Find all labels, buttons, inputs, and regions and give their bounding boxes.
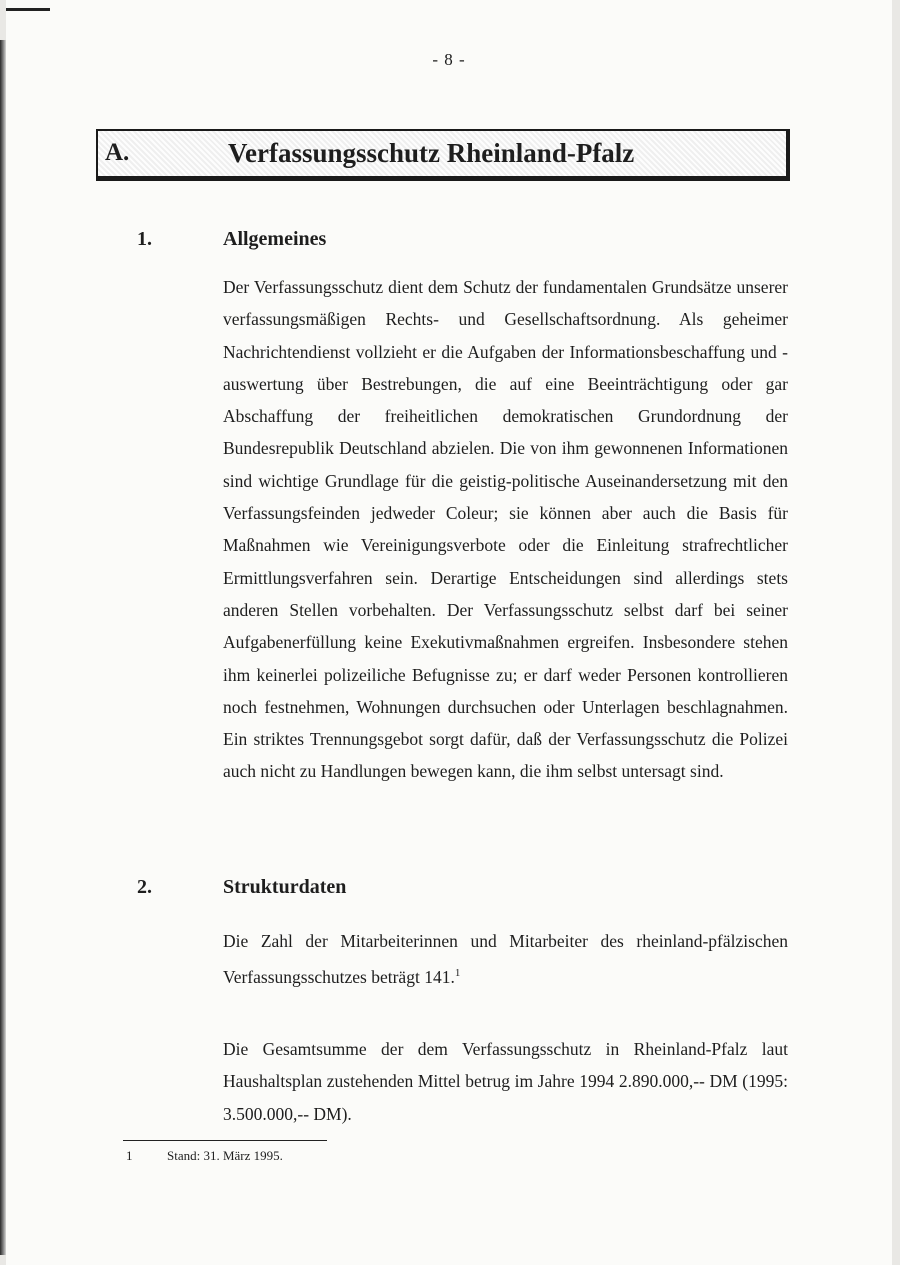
section-1-paragraph: Der Verfassungsschutz dient dem Schutz der fundamentalen Grundsätze unserer verfassungsmäßigen Rechts- und Gesellschaftsordnung. Als geheimer Nachrichtendienst vollzieht er die Aufgaben der Informationsbeschaffung und -auswertung über Bestrebungen, die auf eine Beeinträchtigung oder gar Abschaffung der freiheitlichen demokratischen Grundordnung der Bundesrepublik Deutschland abzielen. Die von ihm gewonnenen Informationen sind wichtige Grundlage für die geistig-politische Auseinandersetzung mit den Verfassungsfeinden jedweder Coleur; sie können aber auch die Basis für Maßnahmen wie Vereinigungsverbote oder die Einleitung strafrechtlicher Ermittlungsverfahren sein. Derartige Entscheidungen sind allerdings stets anderen Stellen vorbehalten. Der Verfassungsschutz selbst darf bei seiner Aufgabenerfüllung keine Exekutivmaßnahmen ergreifen. Insbesondere stehen ihm keinerlei polizeiliche Befugnisse zu; er darf weder Personen kontrollieren noch festnehmen, Wohnungen durchsuchen oder Unterlagen beschlagnahmen. Ein striktes Trennungsgebot sorgt dafür, daß der Verfassungsschutz die Polizei auch nicht zu Handlungen bewegen kann, die ihm selbst untersagt sind.	[223, 277, 788, 782]
section-2-title: Strukturdaten	[223, 876, 347, 898]
page-number: - 8 -	[432, 50, 466, 69]
document-page	[6, 0, 892, 1265]
chapter-title-box	[96, 129, 790, 181]
section-2-paragraph-1-text: Die Zahl der Mitarbeiterinnen und Mitarbeiter des rheinland-pfälzischen Verfassungsschutzes beträgt 141.	[223, 931, 788, 988]
footnote-rule	[123, 1140, 327, 1141]
chapter-letter: A.	[105, 139, 130, 166]
section-1-number: 1.	[137, 228, 152, 250]
chapter-title: Verfassungsschutz Rheinland-Pfalz	[228, 138, 635, 168]
footnote-number: 1	[126, 1148, 133, 1163]
section-2-number: 2.	[137, 876, 152, 898]
footnote-text: Stand: 31. März 1995.	[167, 1148, 283, 1163]
section-1-title: Allgemeines	[223, 228, 327, 250]
section-2-paragraph-2: Die Gesamtsumme der dem Verfassungsschutz in Rheinland-Pfalz laut Haushaltsplan zustehenden Mittel betrug im Jahre 1994 2.890.000,-- DM (1995: 3.500.000,-- DM).	[223, 1039, 788, 1124]
section-2-paragraph-1	[223, 925, 788, 993]
corner-mark	[6, 8, 50, 11]
footnote-marker: 1	[454, 967, 461, 980]
